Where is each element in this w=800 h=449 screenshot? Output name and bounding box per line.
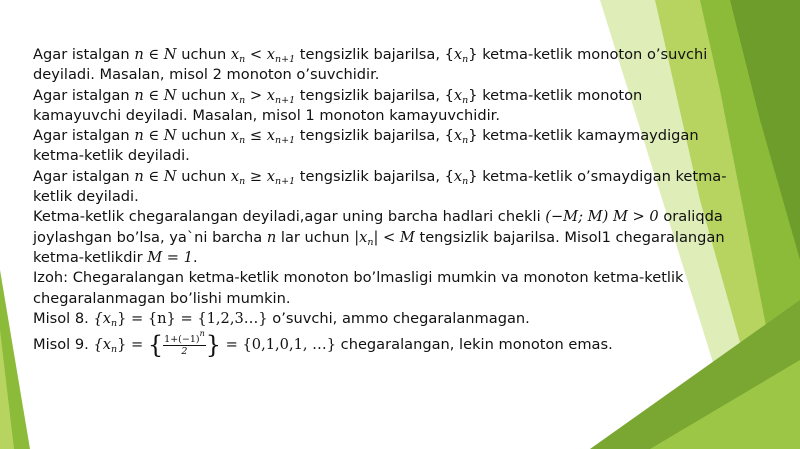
text-line-6: ketma-ketlik deyiladi. bbox=[33, 147, 190, 165]
text-line-7: Agar istalgan n ∈ N uchun $x_n \ge x_{n+1}$ tengsizlik bajarilsa, $\{x_n\}$ ketma-ketlik o’smaydigan ketma- bbox=[33, 167, 727, 187]
text-line-12: Izoh: Chegaralangan ketma-ketlik monoton bo’lmasligi mumkin va monoton ketma-ketlik bbox=[33, 269, 684, 287]
text-line-13: chegaralanmagan bo’lishi mumkin. bbox=[33, 289, 291, 307]
text-line-8: ketlik deyiladi. bbox=[33, 188, 139, 206]
text-line-10: joylashgan bo’lsa, ya`ni barcha n lar uchun $|x_n| < M$ tengsizlik bajarilsa. Misol1 chegaralangan bbox=[33, 228, 725, 248]
text-line-11: ketma-ketlikdir M = 1. bbox=[33, 248, 198, 266]
text-line-3: Agar istalgan n ∈ N uchun $x_n > x_{n+1}$ tengsizlik bajarilsa, $\{x_n\}$ ketma-ketlik monoton bbox=[33, 86, 643, 106]
slide-text bbox=[33, 45, 753, 359]
text-line-1: Agar istalgan n ∈ N uchun $x_n < x_{n+1}$ tengsizlik bajarilsa, $\{x_n\}$ ketma-ketlik monoton o’suvchi bbox=[33, 46, 708, 65]
text-line-4: kamayuvchi deyiladi. Masalan, misol 1 monoton kamayuvchidir. bbox=[33, 106, 500, 124]
text-line-14: Misol 8. $\{x_n\} = \{n\}$ = {1,2,3…} o’suvchi, ammo chegaralanmagan. bbox=[33, 309, 530, 329]
text-line-9: Ketma-ketlik chegaralangan deyiladi,agar uning barcha hadlari chekli (−M; M) M > 0 oraliqda bbox=[33, 208, 723, 226]
text-line-5: Agar istalgan n ∈ N uchun $x_n \le x_{n+1}$ tengsizlik bajarilsa, $\{x_n\}$ ketma-ketlik kamaymaydigan bbox=[33, 127, 699, 147]
text-line-misol-9: Misol 9. $\{x_n\}$ = { $\frac{1+(-1)^n}{2}$ } = {0,1,0,1, …} chegaralangan, lekin monoton emas. bbox=[33, 328, 613, 360]
fraction: $\frac{1+(-1)^n}{2}$ bbox=[164, 328, 205, 357]
text-line-2: deyiladi. Masalan, misol 2 monoton o’suvchidir. bbox=[33, 66, 380, 84]
